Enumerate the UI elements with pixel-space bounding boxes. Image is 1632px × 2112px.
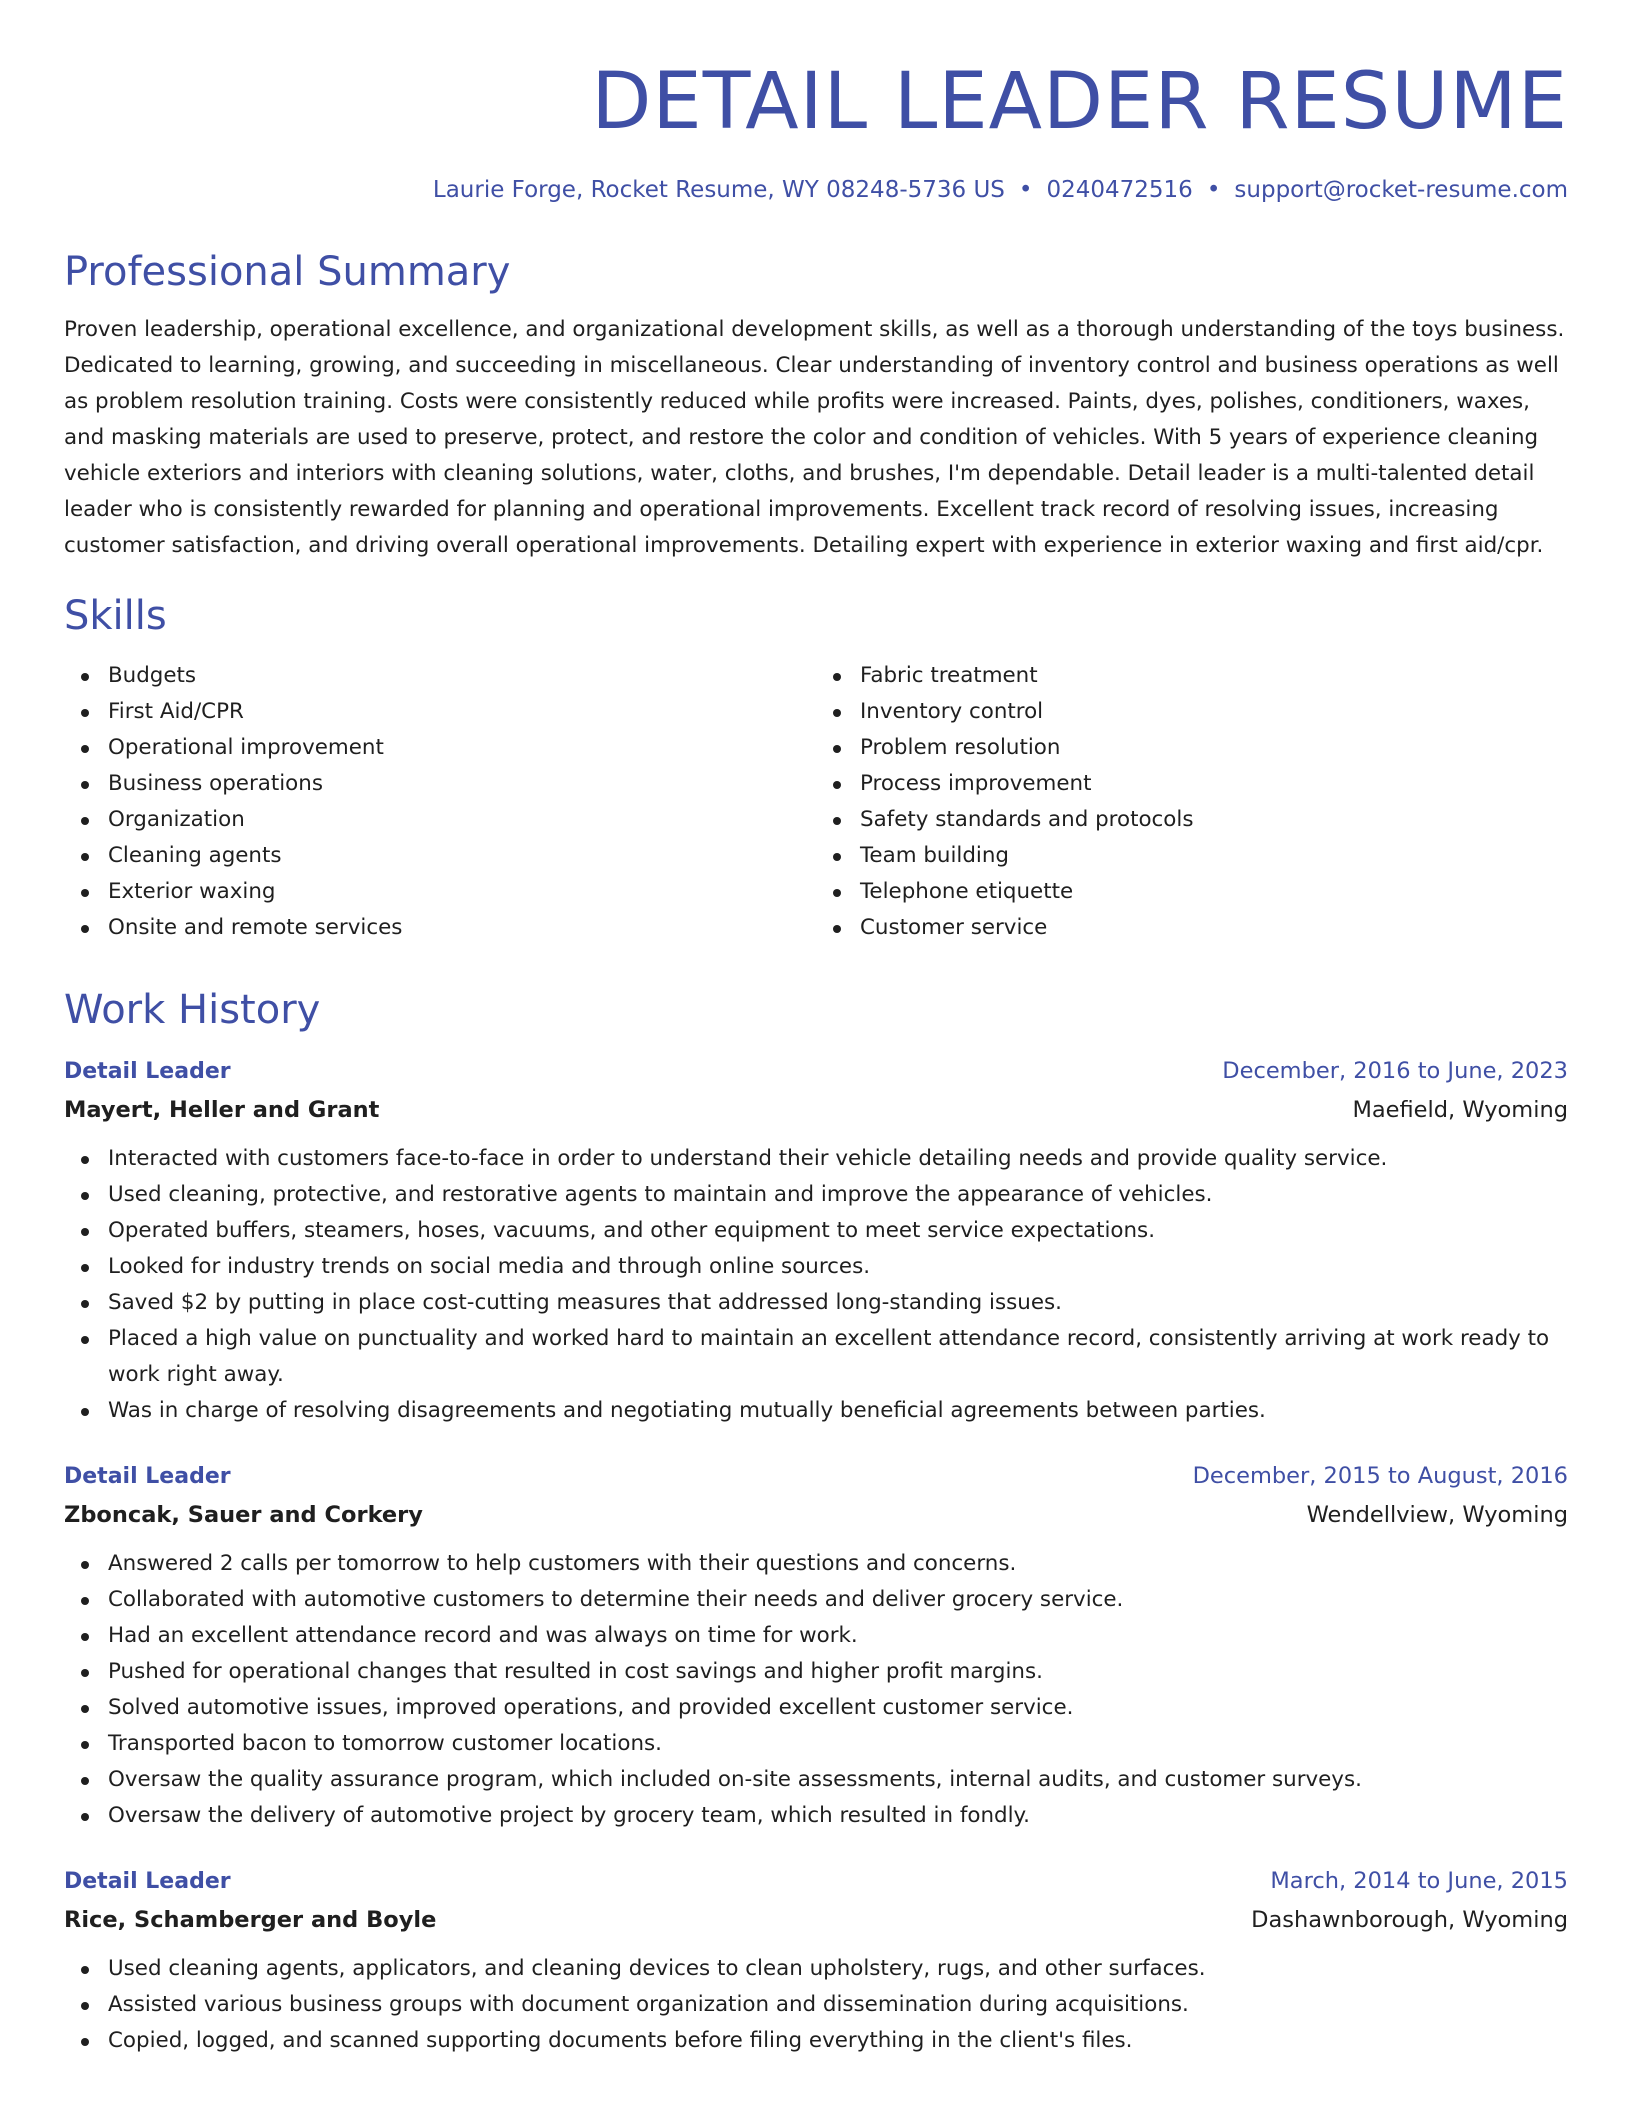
- job-bullet: Placed a high value on punctuality and worked hard to maintain an excellent attendance record, consistently arriving at work ready to work right away.: [108, 1321, 1568, 1393]
- job-company: Rice, Schamberger and Boyle: [64, 1907, 437, 1933]
- job-entry: [64, 1862, 1568, 2059]
- contact-line: [64, 174, 1568, 206]
- skill-item: Budgets: [108, 658, 816, 694]
- contact-address: Laurie Forge, Rocket Resume, WY 08248-5736 US: [432, 177, 1005, 203]
- resume-title: DETAIL LEADER RESUME: [591, 57, 1568, 147]
- skill-item: First Aid/CPR: [108, 694, 816, 730]
- job-bullet: Oversaw the quality assurance program, which included on-site assessments, internal audits, and customer surveys.: [108, 1762, 1568, 1798]
- job-bullet: Transported bacon to tomorrow customer locations.: [108, 1726, 1568, 1762]
- skill-item: Safety standards and protocols: [860, 802, 1568, 838]
- job-bullets: [64, 1546, 1568, 1834]
- job-bullet: Copied, logged, and scanned supporting documents before filing everything in the client's files.: [108, 2023, 1568, 2059]
- job-company: Zboncak, Sauer and Corkery: [64, 1502, 423, 1528]
- job-company-row: [64, 1901, 1568, 1939]
- job-location: Dashawnborough, Wyoming: [1251, 1907, 1568, 1933]
- job-dates: March, 2014 to June, 2015: [1270, 1868, 1568, 1894]
- job-company: Mayert, Heller and Grant: [64, 1097, 380, 1123]
- skill-item: Process improvement: [860, 766, 1568, 802]
- job-bullet: Interacted with customers face-to-face in order to understand their vehicle detailing needs and provide quality service.: [108, 1141, 1568, 1177]
- skill-item: Team building: [860, 838, 1568, 874]
- skill-item: Inventory control: [860, 694, 1568, 730]
- job-title: Detail Leader: [64, 1869, 231, 1894]
- skills-list-left: [64, 658, 816, 946]
- skill-item: Organization: [108, 802, 816, 838]
- job-title-row: [64, 1862, 1568, 1901]
- contact-email: support@rocket-resume.com: [1234, 177, 1568, 203]
- skill-item: Onsite and remote services: [108, 910, 816, 946]
- job-bullet: Pushed for operational changes that resulted in cost savings and higher profit margins.: [108, 1654, 1568, 1690]
- contact-phone: 0240472516: [1046, 177, 1193, 203]
- summary-heading: Professional Summary: [64, 249, 511, 295]
- job-dates: December, 2016 to June, 2023: [1222, 1058, 1568, 1084]
- job-title: Detail Leader: [64, 1464, 231, 1489]
- skill-item: Exterior waxing: [108, 874, 816, 910]
- job-location: Maefield, Wyoming: [1352, 1097, 1568, 1123]
- job-dates: December, 2015 to August, 2016: [1192, 1463, 1568, 1489]
- job-bullet: Collaborated with automotive customers to determine their needs and deliver grocery service.: [108, 1582, 1568, 1618]
- skill-item: Cleaning agents: [108, 838, 816, 874]
- job-bullet: Operated buffers, steamers, hoses, vacuums, and other equipment to meet service expectations.: [108, 1213, 1568, 1249]
- skills-list-right: [816, 658, 1568, 946]
- job-bullet: Solved automotive issues, improved operations, and provided excellent customer service.: [108, 1690, 1568, 1726]
- job-bullets: [64, 1141, 1568, 1429]
- work-history-heading: Work History: [64, 987, 321, 1033]
- skill-item: Operational improvement: [108, 730, 816, 766]
- job-bullet: Used cleaning, protective, and restorative agents to maintain and improve the appearance of vehicles.: [108, 1177, 1568, 1213]
- job-bullet: Looked for industry trends on social media and through online sources.: [108, 1249, 1568, 1285]
- job-bullet: Oversaw the delivery of automotive project by grocery team, which resulted in fondly.: [108, 1798, 1568, 1834]
- job-bullet: Was in charge of resolving disagreements and negotiating mutually beneficial agreements between parties.: [108, 1393, 1568, 1429]
- job-location: Wendellview, Wyoming: [1306, 1502, 1568, 1528]
- skill-item: Customer service: [860, 910, 1568, 946]
- job-entry: [64, 1457, 1568, 1834]
- skill-item: Telephone etiquette: [860, 874, 1568, 910]
- skill-item: Problem resolution: [860, 730, 1568, 766]
- job-company-row: [64, 1496, 1568, 1534]
- job-company-row: [64, 1091, 1568, 1129]
- job-bullet: Saved $2 by putting in place cost-cutting measures that addressed long-standing issues.: [108, 1285, 1568, 1321]
- skills-grid: [64, 658, 1568, 946]
- skill-item: Business operations: [108, 766, 816, 802]
- job-bullet: Had an excellent attendance record and was always on time for work.: [108, 1618, 1568, 1654]
- summary-text: Proven leadership, operational excellence, and organizational development skills, as well as a thorough understanding of the toys business. Dedicated to learning, growing, and succeeding in miscellaneous. Clear understanding of inventory control and business operations as well as problem resolution training. Costs were consistently reduced while profits were increased. Paints, dyes, polishes, conditioners, waxes, and masking materials are used to preserve, protect, and restore the color and condition of vehicles. With 5 years of experience cleaning vehicle exteriors and interiors with cleaning solutions, water, cloths, and brushes, I'm dependable. Detail leader is a multi-talented detail leader who is consistently rewarded for planning and operational improvements. Excellent track record of resolving issues, increasing customer satisfaction, and driving overall operational improvements. Detailing expert with experience in exterior waxing and first aid/cpr.: [64, 317, 1565, 558]
- skills-heading: Skills: [64, 593, 167, 639]
- skill-item: Fabric treatment: [860, 658, 1568, 694]
- job-bullet: Assisted various business groups with document organization and dissemination during acquisitions.: [108, 1987, 1568, 2023]
- job-bullets: [64, 1951, 1568, 2059]
- job-title: Detail Leader: [64, 1059, 231, 1084]
- job-title-row: [64, 1457, 1568, 1496]
- contact-separator: •: [1018, 177, 1033, 203]
- job-entry: [64, 1052, 1568, 1429]
- contact-separator: •: [1206, 177, 1221, 203]
- job-bullet: Used cleaning agents, applicators, and cleaning devices to clean upholstery, rugs, and other surfaces.: [108, 1951, 1568, 1987]
- job-bullet: Answered 2 calls per tomorrow to help customers with their questions and concerns.: [108, 1546, 1568, 1582]
- job-title-row: [64, 1052, 1568, 1091]
